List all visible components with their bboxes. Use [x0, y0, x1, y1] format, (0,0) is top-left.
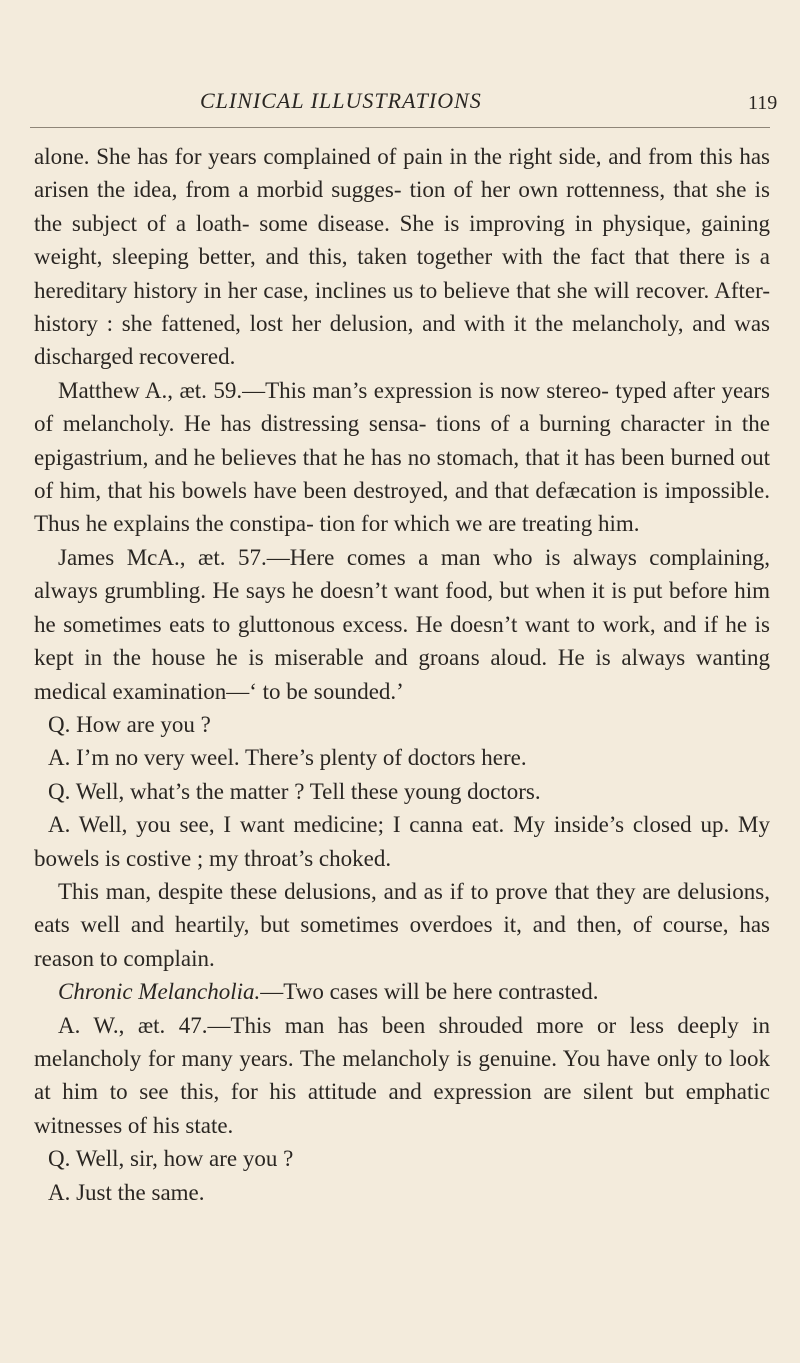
paragraph-matthew-case: Matthew A., æt. 59.—This man’s expression is now stereo- typed after years of melancholy. He has distressing sensa- tions of a burning character in the epigastrium, and he believes that he has no stomach, that it has been burned out of him, that his bowels have been destroyed, and that defæcation is impossible. Thus he explains the constipa- tion for which we are treating him. — [34, 377, 770, 537]
section-title-chronic-melancholia: Chronic Melancholia. — [58, 979, 261, 1005]
dialog-question-3: Q. Well, sir, how are you ? — [48, 1146, 294, 1172]
dialog-question-2: Q. Well, what’s the matter ? Tell these young doctors. — [48, 778, 541, 804]
dialog-answer-1: A. I’m no very weel. There’s plenty of doctors here. — [48, 745, 527, 771]
dialog-answer-2: A. Well, you see, I want medicine; I canna eat. My inside’s closed up. My bowels is costive ; my throat’s choked. — [34, 812, 770, 871]
paragraph-delusions: This man, despite these delusions, and as if to prove that they are delusions, eats well and heartily, but sometimes overdoes it, and then, of course, has reason to complain. — [34, 878, 770, 971]
paragraph-aw-case: A. W., æt. 47.—This man has been shrouded more or less deeply in melancholy for many years. The melancholy is genuine. You have only to look at him to see this, for his attitude and expression are silent but emphatic witnesses of his state. — [34, 1012, 770, 1138]
running-title: CLINICAL ILLUSTRATIONS — [200, 88, 482, 113]
paragraph-james-case: James McA., æt. 57.—Here comes a man who is always complaining, always grumbling. He says he doesn’t want food, but when it is put before him he sometimes eats to gluttonous excess. He doesn’t want to work, and if he is kept in the house he is miserable and groans aloud. He is always wanting medical examination—‘ to be sounded.’ — [34, 544, 770, 704]
paragraph-chronic-melancholia — [34, 975, 770, 1008]
header-rule — [30, 127, 770, 128]
page-number: 119 — [748, 92, 778, 114]
paragraph-continuation: alone. She has for years complained of pain in the right side, and from this has arisen the idea, from a morbid sugges- tion of her own rottenness, that she is the subject of a loath- some disease. She is improving in physique, gaining weight, sleeping better, and this, taken together with the fact that there is a hereditary history in her case, inclines us to believe that she will recover. After-history : she fattened, lost her delusion, and with it the melancholy, and was discharged recovered. — [34, 144, 770, 370]
dialog-question-1: Q. How are you ? — [48, 711, 211, 737]
section-intro: —Two cases will be here contrasted. — [260, 979, 599, 1005]
body-text — [34, 140, 770, 1209]
dialog-answer-3: A. Just the same. — [48, 1179, 205, 1205]
